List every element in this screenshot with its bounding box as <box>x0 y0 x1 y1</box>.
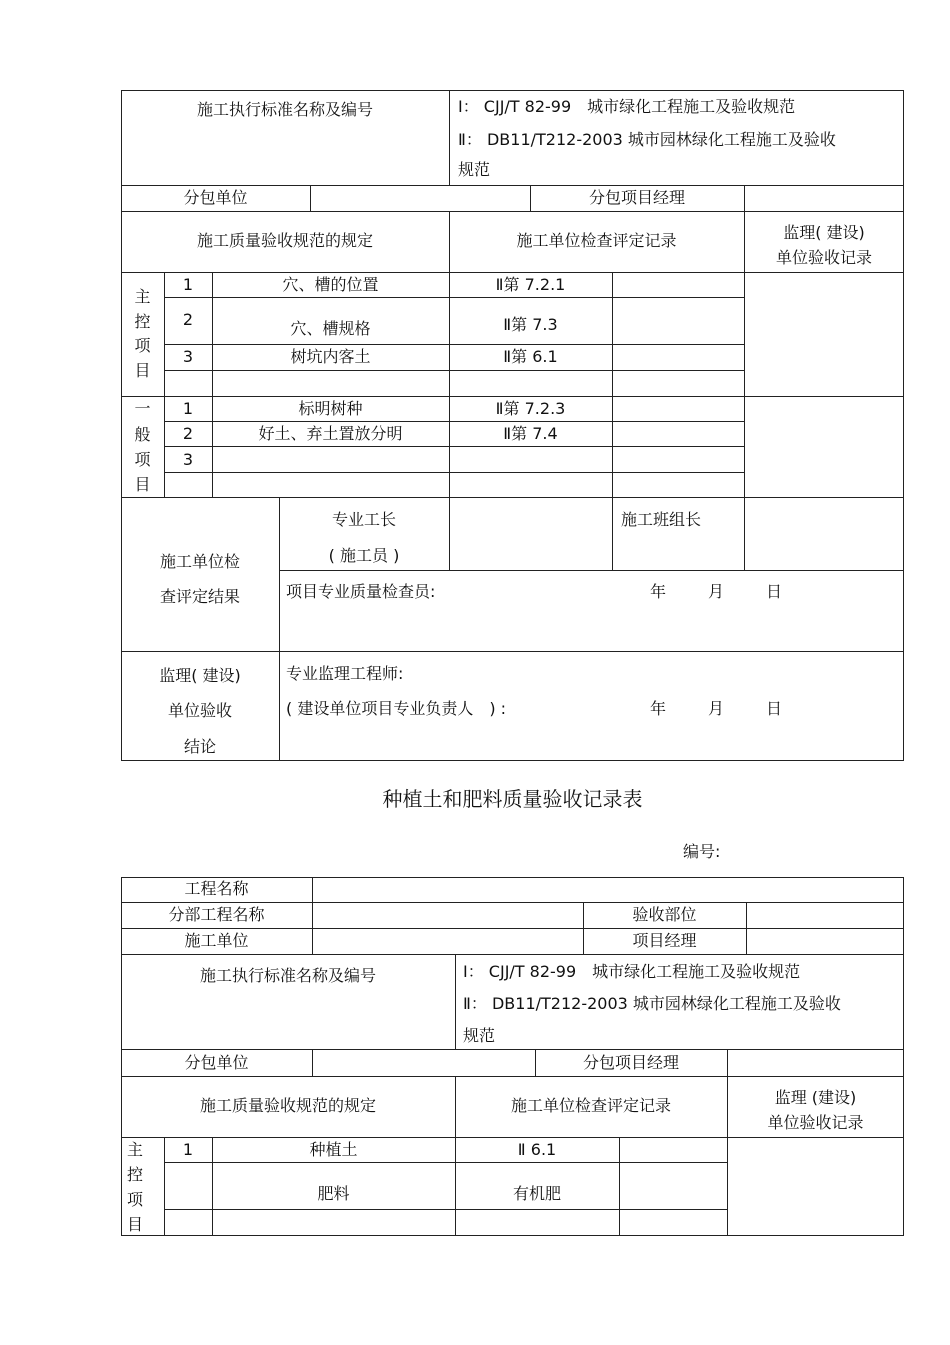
standard-line-2: Ⅱ： DB11/T212-2003 城市园林绿化工程施工及验收 <box>463 994 841 1013</box>
standard-label: 施工执行标准名称及编号 <box>199 966 376 985</box>
divider <box>121 928 904 929</box>
item-number: 1 <box>182 1140 194 1159</box>
item-reference: Ⅱ第 6.1 <box>503 347 558 366</box>
item-name: 穴、槽规格 <box>290 319 371 338</box>
divider <box>164 297 744 298</box>
main-label-char: 项 <box>134 336 151 355</box>
divider <box>164 1162 727 1163</box>
sub-unit-label: 分包单位 <box>184 1053 249 1072</box>
supervisor-header-1: 监理 (建设) <box>774 1088 857 1107</box>
item-name: 穴、槽的位置 <box>282 275 379 294</box>
item-name: 肥料 <box>317 1184 350 1203</box>
general-label-char: 项 <box>134 450 151 469</box>
engineer-label: 专业监理工程师: <box>286 664 404 683</box>
item-name: 种植土 <box>309 1140 358 1159</box>
divider <box>121 211 904 212</box>
divider <box>121 1137 904 1138</box>
divider <box>121 954 904 955</box>
sub-manager-label: 分包项目经理 <box>588 188 685 207</box>
year-label: 年 <box>650 582 667 601</box>
foreman-label-1: 专业工长 <box>331 510 396 529</box>
divider <box>449 90 450 185</box>
division-name-label: 分部工程名称 <box>168 905 265 924</box>
divider <box>121 1049 904 1050</box>
divider <box>164 446 744 447</box>
divider <box>279 570 904 571</box>
conclusion-label-3: 结论 <box>183 737 216 756</box>
standard-line-1: Ⅰ： CJJ/T 82-99 城市绿化工程施工及验收规范 <box>463 962 801 981</box>
divider <box>121 497 904 498</box>
spec-header: 施工质量验收规范的规定 <box>199 1096 376 1115</box>
divider <box>121 1076 904 1077</box>
divider <box>212 272 213 497</box>
divider <box>164 472 744 473</box>
divider <box>121 185 904 186</box>
standard-line-1: Ⅰ： CJJ/T 82-99 城市绿化工程施工及验收规范 <box>458 97 796 116</box>
divider <box>727 1049 728 1076</box>
year-label: 年 <box>650 699 667 718</box>
main-label-char: 控 <box>127 1165 144 1184</box>
sub-unit-label: 分包单位 <box>183 188 248 207</box>
divider <box>744 185 745 211</box>
general-label-char: 目 <box>134 475 151 494</box>
divider <box>164 370 744 371</box>
month-label: 月 <box>708 699 725 718</box>
supervisor-header-1: 监理( 建设) <box>783 223 865 242</box>
divider <box>121 396 904 397</box>
conclusion-label-2: 单位验收 <box>167 701 232 720</box>
divider <box>455 954 456 1049</box>
main-label-char: 目 <box>127 1215 144 1234</box>
record-header: 施工单位检查评定记录 <box>516 231 677 250</box>
item-reference: Ⅱ第 7.3 <box>503 315 558 334</box>
item-reference: Ⅱ第 7.2.3 <box>495 399 566 418</box>
divider <box>164 344 744 345</box>
general-label-char: 一 <box>134 399 151 418</box>
form-title: 种植土和肥料质量验收记录表 <box>382 787 643 811</box>
month-label: 月 <box>708 582 725 601</box>
item-reference: 有机肥 <box>512 1184 561 1203</box>
divider <box>164 421 744 422</box>
divider <box>312 877 313 954</box>
item-reference: Ⅱ第 7.2.1 <box>495 275 566 294</box>
accept-part-label: 验收部位 <box>632 905 697 924</box>
main-label-char: 主 <box>134 287 151 306</box>
divider <box>619 1137 620 1236</box>
standard-line-3: 规范 <box>463 1026 496 1045</box>
main-label-char: 控 <box>134 312 151 331</box>
main-label-char: 项 <box>127 1190 144 1209</box>
item-number: 1 <box>182 275 194 294</box>
project-manager-label: 项目经理 <box>632 931 697 950</box>
divider <box>121 902 904 903</box>
divider <box>164 1209 727 1210</box>
item-name: 标明树种 <box>298 399 363 418</box>
construction-unit-label: 施工单位 <box>184 931 249 950</box>
item-number: 3 <box>182 347 194 366</box>
divider <box>121 272 904 273</box>
standard-line-3: 规范 <box>458 160 491 179</box>
item-number: 2 <box>182 424 194 443</box>
divider <box>746 902 747 954</box>
spec-header: 施工质量验收规范的规定 <box>196 231 373 250</box>
general-label-char: 般 <box>134 425 151 444</box>
divider <box>310 185 311 211</box>
main-label-char: 目 <box>134 361 151 380</box>
item-number: 3 <box>182 450 194 469</box>
inspector-label: 项目专业质量检查员: <box>286 582 436 601</box>
day-label: 日 <box>766 582 783 601</box>
project-name-label: 工程名称 <box>184 879 249 898</box>
team-leader-label: 施工班组长 <box>621 510 702 529</box>
standard-label: 施工执行标准名称及编号 <box>196 100 373 119</box>
main-label-char: 主 <box>127 1140 144 1159</box>
item-name: 好土、弃土置放分明 <box>258 424 403 443</box>
result-label-1: 施工单位检 <box>159 552 240 571</box>
item-reference: Ⅱ 6.1 <box>517 1140 557 1159</box>
divider <box>449 211 450 570</box>
supervisor-header-2: 单位验收记录 <box>767 1113 864 1132</box>
divider <box>279 497 280 761</box>
item-number: 1 <box>182 399 194 418</box>
sub-manager-label: 分包项目经理 <box>582 1053 679 1072</box>
foreman-label-2: ( 施工员 ) <box>328 546 400 565</box>
standard-line-2: Ⅱ： DB11/T212-2003 城市园林绿化工程施工及验收 <box>458 130 836 149</box>
item-reference: Ⅱ第 7.4 <box>503 424 558 443</box>
divider <box>312 1049 313 1076</box>
item-number: 2 <box>182 310 194 329</box>
divider <box>612 497 613 570</box>
divider <box>612 272 613 497</box>
item-name: 树坑内客土 <box>290 347 371 366</box>
number-label: 编号: <box>683 842 721 861</box>
conclusion-label-1: 监理( 建设) <box>159 666 241 685</box>
divider <box>121 651 904 652</box>
owner-label: ( 建设单位项目专业负责人 ) : <box>286 699 507 718</box>
result-label-2: 查评定结果 <box>159 587 240 606</box>
record-header: 施工单位检查评定记录 <box>510 1096 671 1115</box>
day-label: 日 <box>766 699 783 718</box>
supervisor-header-2: 单位验收记录 <box>775 248 872 267</box>
